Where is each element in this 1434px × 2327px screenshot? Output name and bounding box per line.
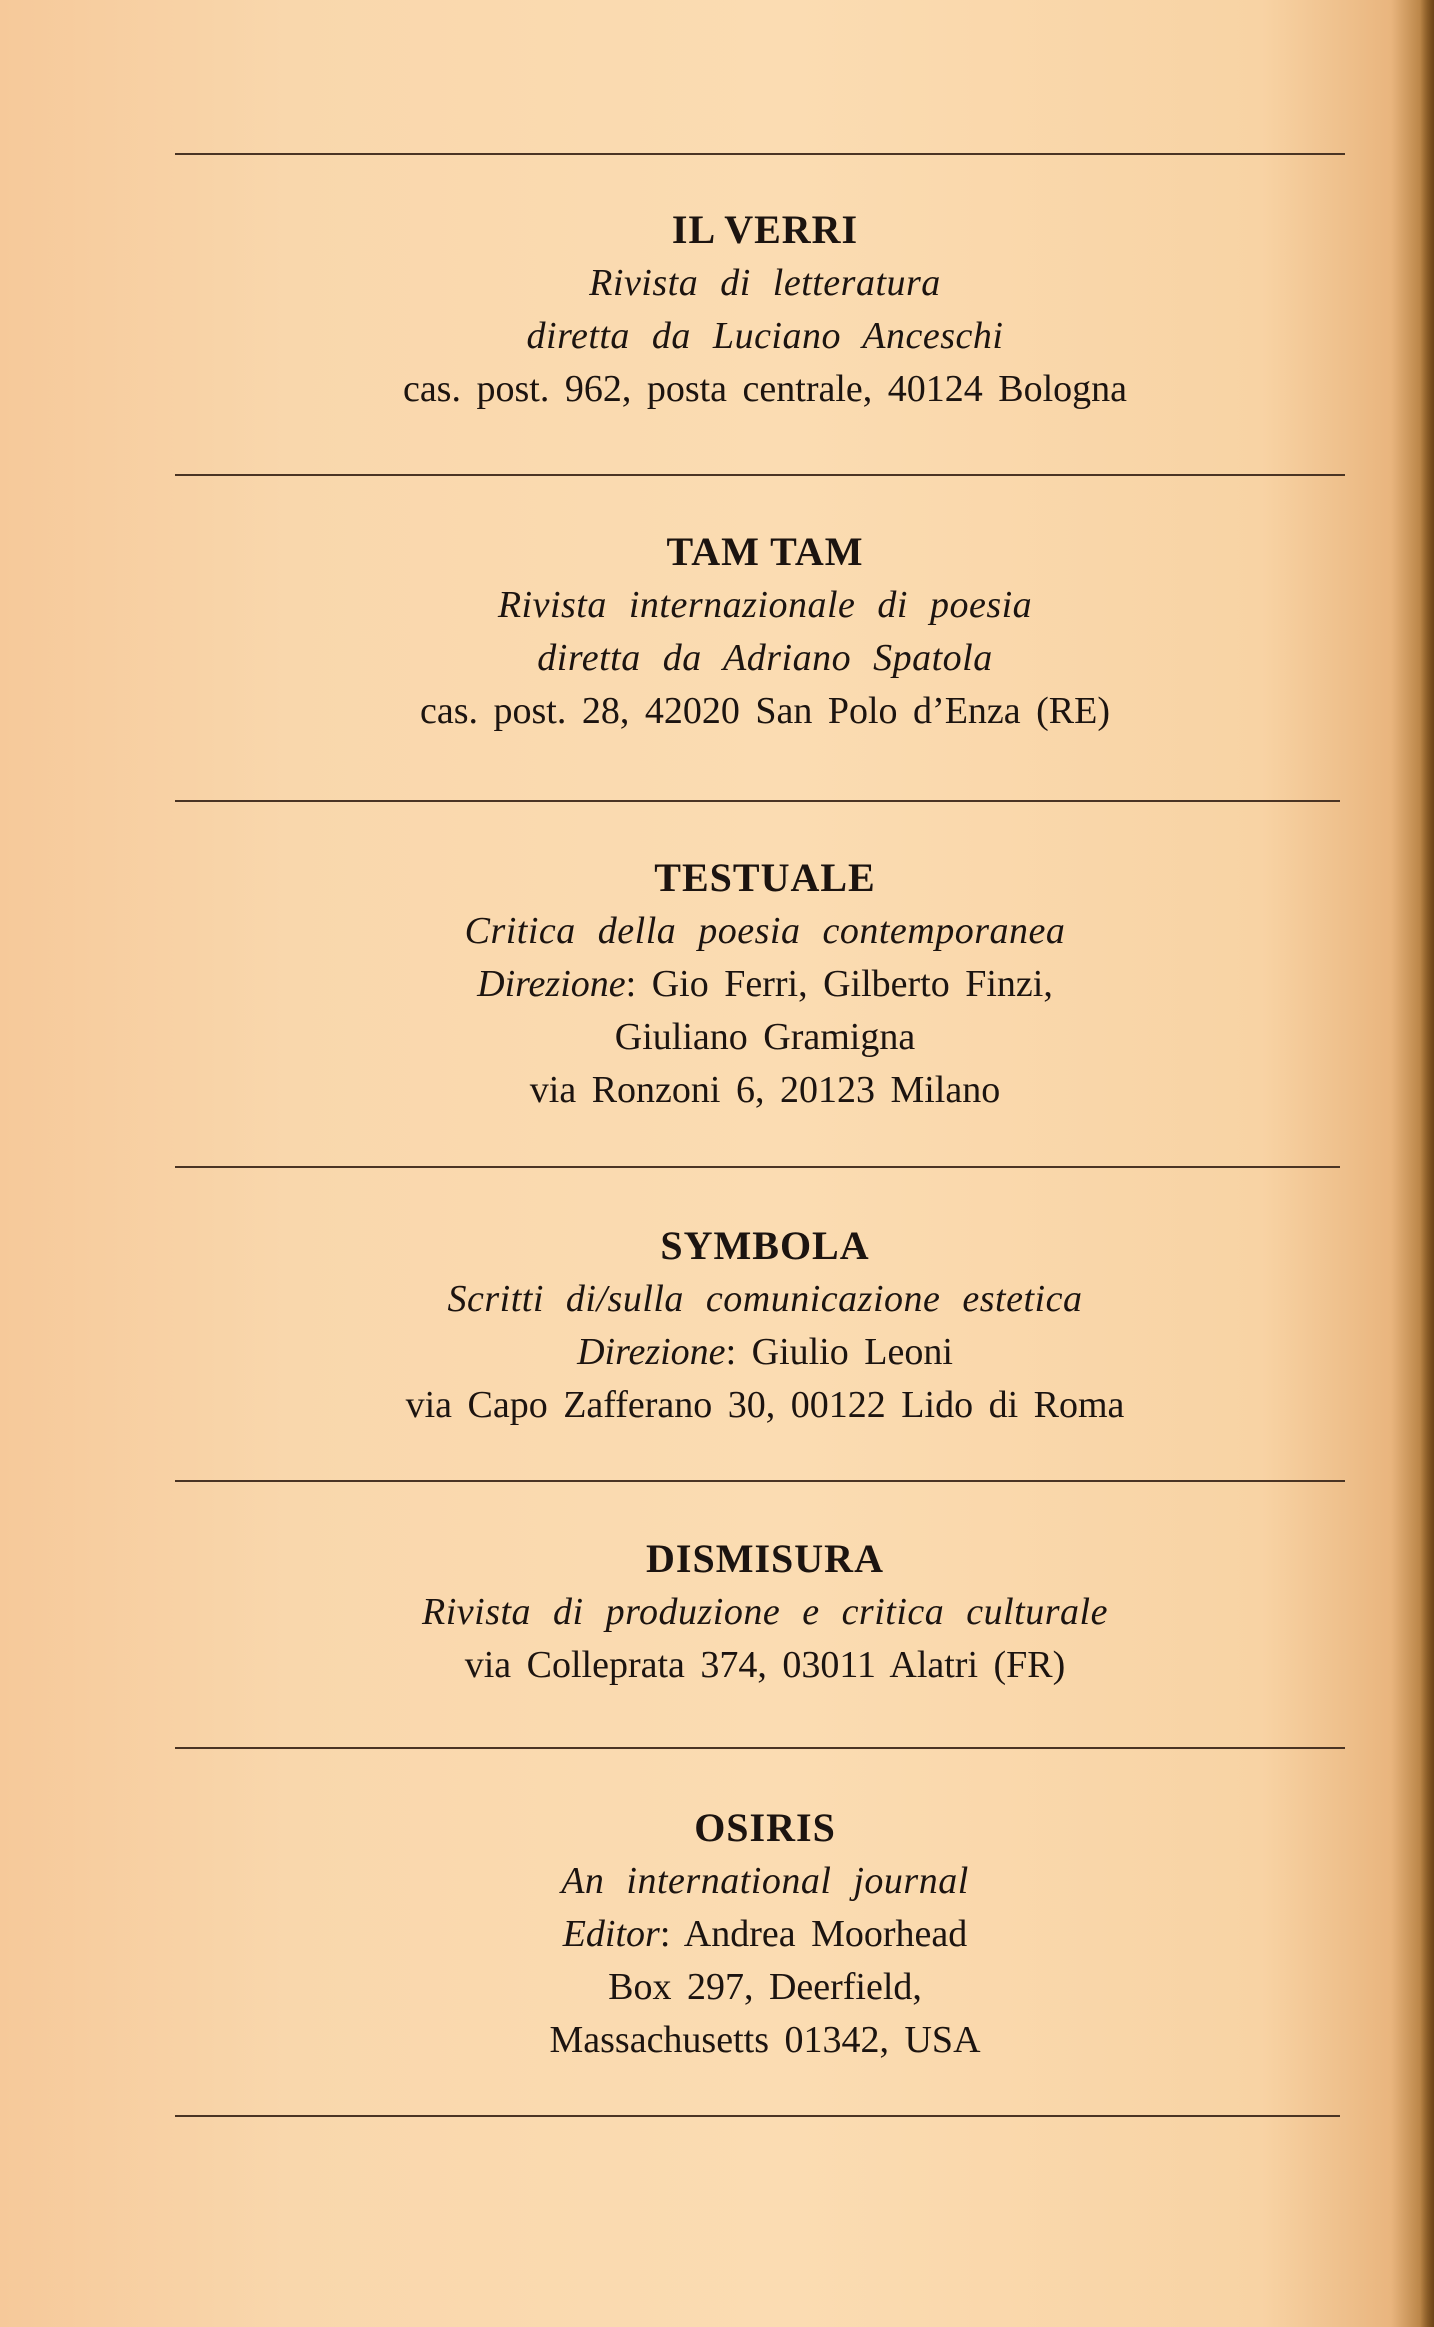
journal-entry-dismisura [175,1532,1355,1692]
journal-title: OSIRIS [694,1805,836,1850]
page-edge-shadow [1420,0,1434,2327]
journal-title: DISMISURA [646,1536,884,1581]
journal-direction-names-continued: Giuliano Gramigna [614,1016,916,1058]
journal-address: cas. post. 962, posta centrale, 40124 Bologna [402,368,1128,410]
divider-rule [175,800,1340,802]
journal-address-continued: Massachusetts 01342, USA [549,2019,981,2061]
journal-entry-tam-tam [175,525,1355,738]
journal-address: cas. post. 28, 42020 San Polo d’Enza (RE) [419,690,1111,732]
journal-director: diretta da Adriano Spatola [537,637,993,679]
direction-names: Giulio Leoni [751,1331,953,1373]
journal-entry-testuale [175,851,1355,1117]
journal-title: TAM TAM [666,529,864,574]
journal-direction: Direzione: Giulio Leoni [577,1331,953,1373]
journal-entry-osiris [175,1801,1355,2067]
journal-subtitle: An international journal [561,1860,969,1902]
divider-rule [175,153,1345,155]
journal-entry-symbola [175,1219,1355,1432]
divider-rule [175,474,1345,476]
editor-label: Editor [562,1913,660,1955]
divider-rule [175,2115,1340,2117]
direction-label: Direzione [477,963,626,1005]
journal-address: Box 297, Deerfield, [608,1966,922,2008]
editor-name: Andrea Moorhead [683,1913,968,1955]
journal-title: SYMBOLA [660,1223,870,1268]
journal-entry-il-verri [175,203,1355,416]
journal-subtitle: Scritti di/sulla comunicazione estetica [447,1278,1083,1320]
divider-rule [175,1747,1345,1749]
journal-subtitle: Rivista di produzione e critica culturale [422,1591,1108,1633]
journal-direction: Direzione: Gio Ferri, Gilberto Finzi, [477,963,1053,1005]
journal-address: via Capo Zafferano 30, 00122 Lido di Roma [405,1384,1125,1426]
journal-subtitle: Rivista internazionale di poesia [497,584,1033,626]
journal-subtitle: Rivista di letteratura [589,262,941,304]
journal-editor: Editor: Andrea Moorhead [562,1913,968,1955]
journal-title: IL VERRI [671,207,859,252]
journal-address: via Ronzoni 6, 20123 Milano [529,1069,1001,1111]
direction-names: Gio Ferri, Gilberto Finzi, [651,963,1053,1005]
divider-rule [175,1166,1340,1168]
journal-address: via Colleprata 374, 03011 Alatri (FR) [464,1644,1066,1686]
journal-title: TESTUALE [654,855,876,900]
journal-subtitle: Critica della poesia contemporanea [464,910,1066,952]
direction-label: Direzione [577,1331,726,1373]
journal-list-page [175,0,1355,2327]
journal-director: diretta da Luciano Anceschi [526,315,1004,357]
divider-rule [175,1480,1345,1482]
